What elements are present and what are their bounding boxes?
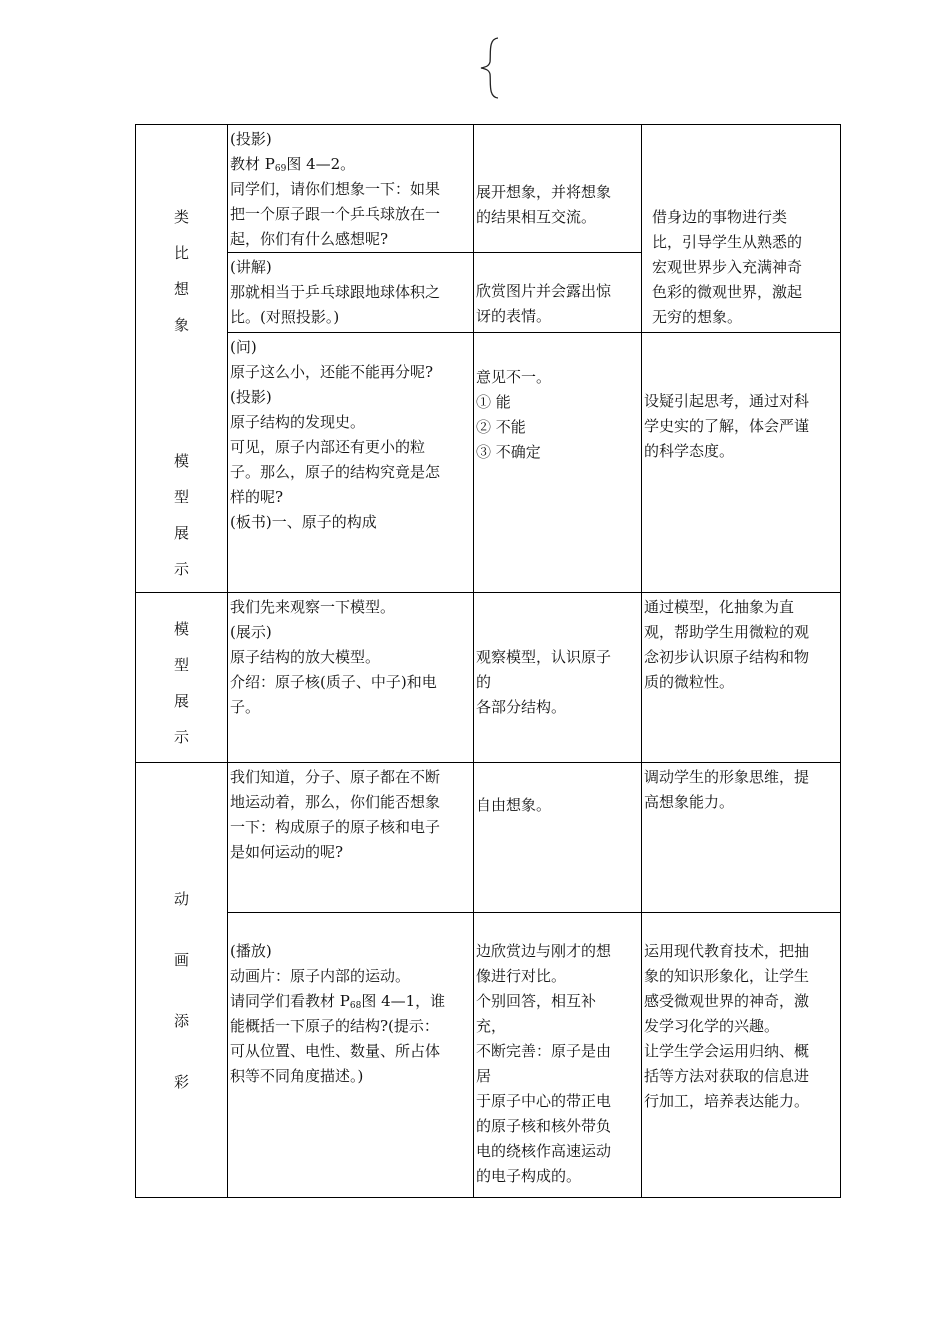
category-char: 象 [173, 316, 189, 334]
text-line: 学史实的了解，体会严谨 [644, 417, 810, 435]
text-line: 教材 $P_{69}$图 4—2。 [230, 155, 356, 174]
brace-icon [478, 36, 502, 100]
text-line: 不断完善：原子是由 [476, 1042, 612, 1060]
text-line: ① 能 [476, 393, 511, 411]
text-line: 像进行对比。 [476, 967, 567, 985]
text-line: 宏观世界步入充满神奇 [652, 258, 803, 276]
text-line: 电的绕核作高速运动 [476, 1142, 612, 1160]
text-line: (问) [230, 338, 257, 356]
text-line: 高想象能力。 [644, 793, 735, 811]
text-line: 样的呢? [230, 488, 284, 506]
teacher-activity-cell [228, 763, 474, 913]
text-line: 同学们，请你们想象一下：如果 [230, 180, 441, 198]
text-line: 行加工，培养表达能力。 [644, 1092, 810, 1110]
text-line: 的电子构成的。 [476, 1167, 582, 1185]
text-line: ② 不能 [476, 418, 526, 436]
category-char: 示 [173, 560, 189, 578]
text-line: 子。 [230, 698, 261, 716]
student-activity-cell [474, 253, 642, 333]
text-line: 借身边的事物进行类 [652, 208, 788, 226]
category-char: 展 [173, 524, 189, 542]
text-line: 运用现代教育技术，把抽 [644, 942, 810, 960]
text-line: 原子结构的放大模型。 [230, 648, 381, 666]
lesson-table [135, 124, 841, 1198]
student-activity-cell [474, 125, 642, 253]
text-line: 边欣赏边与刚才的想 [476, 942, 612, 960]
text-line: 通过模型，化抽象为直 [644, 598, 795, 616]
text-line: 比。(对照投影。) [230, 308, 340, 326]
text-line: 比，引导学生从熟悉的 [652, 233, 803, 251]
text-line: 自由想象。 [476, 796, 552, 814]
category-char: 画 [173, 951, 189, 969]
text-line: 各部分结构。 [476, 698, 567, 716]
category-char: 模 [173, 452, 189, 470]
category-char: 想 [173, 280, 189, 298]
page-subscript: 69 [274, 164, 287, 174]
text-line: 一下：构成原子的原子核和电子 [230, 818, 441, 836]
student-activity-cell [474, 913, 642, 1198]
text-line: 能概括一下原子的结构?(提示： [230, 1017, 439, 1035]
teacher-activity-cell [228, 333, 474, 593]
text-line: 观察模型，认识原子 [476, 648, 612, 666]
design-intent-cell [642, 763, 841, 913]
text-line: 我们知道，分子、原子都在不断 [230, 768, 441, 786]
teacher-activity-cell [228, 913, 474, 1198]
category-char: 型 [173, 488, 189, 506]
text-line: 观，帮助学生用微粒的观 [644, 623, 810, 641]
category-char: 模 [173, 620, 189, 638]
text-line: 让学生学会运用归纳、概 [644, 1042, 810, 1060]
category-char: 示 [173, 728, 189, 746]
design-intent-cell [642, 593, 841, 763]
category-char: 类 [173, 208, 189, 226]
text-line: 动画片：原子内部的运动。 [230, 967, 411, 985]
text-line: 我们先来观察一下模型。 [230, 598, 396, 616]
text-line: 请同学们看教材 $P_{68}$图 4—1，谁 [230, 992, 446, 1011]
text-line: (播放) [230, 942, 272, 960]
text-line: 原子这么小，还能不能再分呢? [230, 363, 434, 381]
text-line: 展开想象，并将想象 [476, 183, 612, 201]
design-intent-cell [642, 913, 841, 1198]
student-activity-cell [474, 593, 642, 763]
text-line: 象的知识形象化，让学生 [644, 967, 810, 985]
text-line: (投影) [230, 388, 272, 406]
text-line: 个别回答，相互补 [476, 992, 597, 1010]
student-activity-cell [474, 333, 642, 593]
teacher-activity-cell [228, 125, 474, 253]
student-activity-cell [474, 763, 642, 913]
text-line: (讲解) [230, 258, 272, 276]
text-line: 欣赏图片并会露出惊 [476, 282, 612, 300]
page-subscript: 68 [349, 1001, 362, 1011]
text-line: 地运动着，那么，你们能否想象 [230, 793, 441, 811]
text-line: 子。那么，原子的结构究竟是怎 [230, 463, 441, 481]
text-line: ③ 不确定 [476, 443, 541, 461]
category-char: 动 [173, 890, 189, 908]
text-line: 感受微观世界的神奇，激 [644, 992, 810, 1010]
category-char: 彩 [173, 1073, 189, 1091]
category-animation [136, 763, 228, 1198]
text-line: 调动学生的形象思维，提 [644, 768, 810, 786]
category-char: 型 [173, 656, 189, 674]
text-line: 原子结构的发现史。 [230, 413, 366, 431]
text-line: 居 [476, 1067, 492, 1085]
text-line: 于原子中心的带正电 [476, 1092, 612, 1110]
text-line: 质的微粒性。 [644, 673, 735, 691]
text-line: 括等方法对获取的信息进 [644, 1067, 810, 1085]
text-line: 的结果相互交流。 [476, 208, 597, 226]
category-char: 添 [173, 1012, 189, 1030]
text-line: 是如何运动的呢? [230, 843, 344, 861]
text-line: 可见，原子内部还有更小的粒 [230, 438, 426, 456]
text-line: 那就相当于乒乓球跟地球体积之 [230, 283, 441, 301]
text-line: 起，你们有什么感想呢? [230, 230, 389, 248]
design-intent-cell [642, 125, 841, 333]
text-line: 把一个原子跟一个乒乓球放在一 [230, 205, 441, 223]
text-line: (投影) [230, 130, 272, 148]
category-analogy-model [136, 125, 228, 593]
category-model [136, 593, 228, 763]
text-line: 的科学态度。 [644, 442, 735, 460]
category-char: 展 [173, 692, 189, 710]
text-line: 念初步认识原子结构和物 [644, 648, 810, 666]
text-line: 可从位置、电性、数量、所占体 [230, 1042, 441, 1060]
text-line: 介绍：原子核(质子、中子)和电 [230, 673, 437, 691]
design-intent-cell [642, 333, 841, 593]
teacher-activity-cell [228, 593, 474, 763]
text-line: 无穷的想象。 [652, 308, 743, 326]
text-line: 讶的表情。 [476, 307, 552, 325]
text-line: 充， [476, 1017, 507, 1035]
text-line: 积等不同角度描述。) [230, 1067, 364, 1085]
text-line: 意见不一。 [476, 368, 552, 386]
text-line: 发学习化学的兴趣。 [644, 1017, 780, 1035]
text-line: 的原子核和核外带负 [476, 1117, 612, 1135]
text-line: (展示) [230, 623, 272, 641]
text-line: (板书)一、原子的构成 [230, 513, 377, 531]
text-line: 色彩的微观世界，激起 [652, 283, 803, 301]
teacher-activity-cell [228, 253, 474, 333]
text-line: 设疑引起思考，通过对科 [644, 392, 810, 410]
text-line: 的 [476, 673, 492, 691]
category-char: 比 [173, 244, 189, 262]
